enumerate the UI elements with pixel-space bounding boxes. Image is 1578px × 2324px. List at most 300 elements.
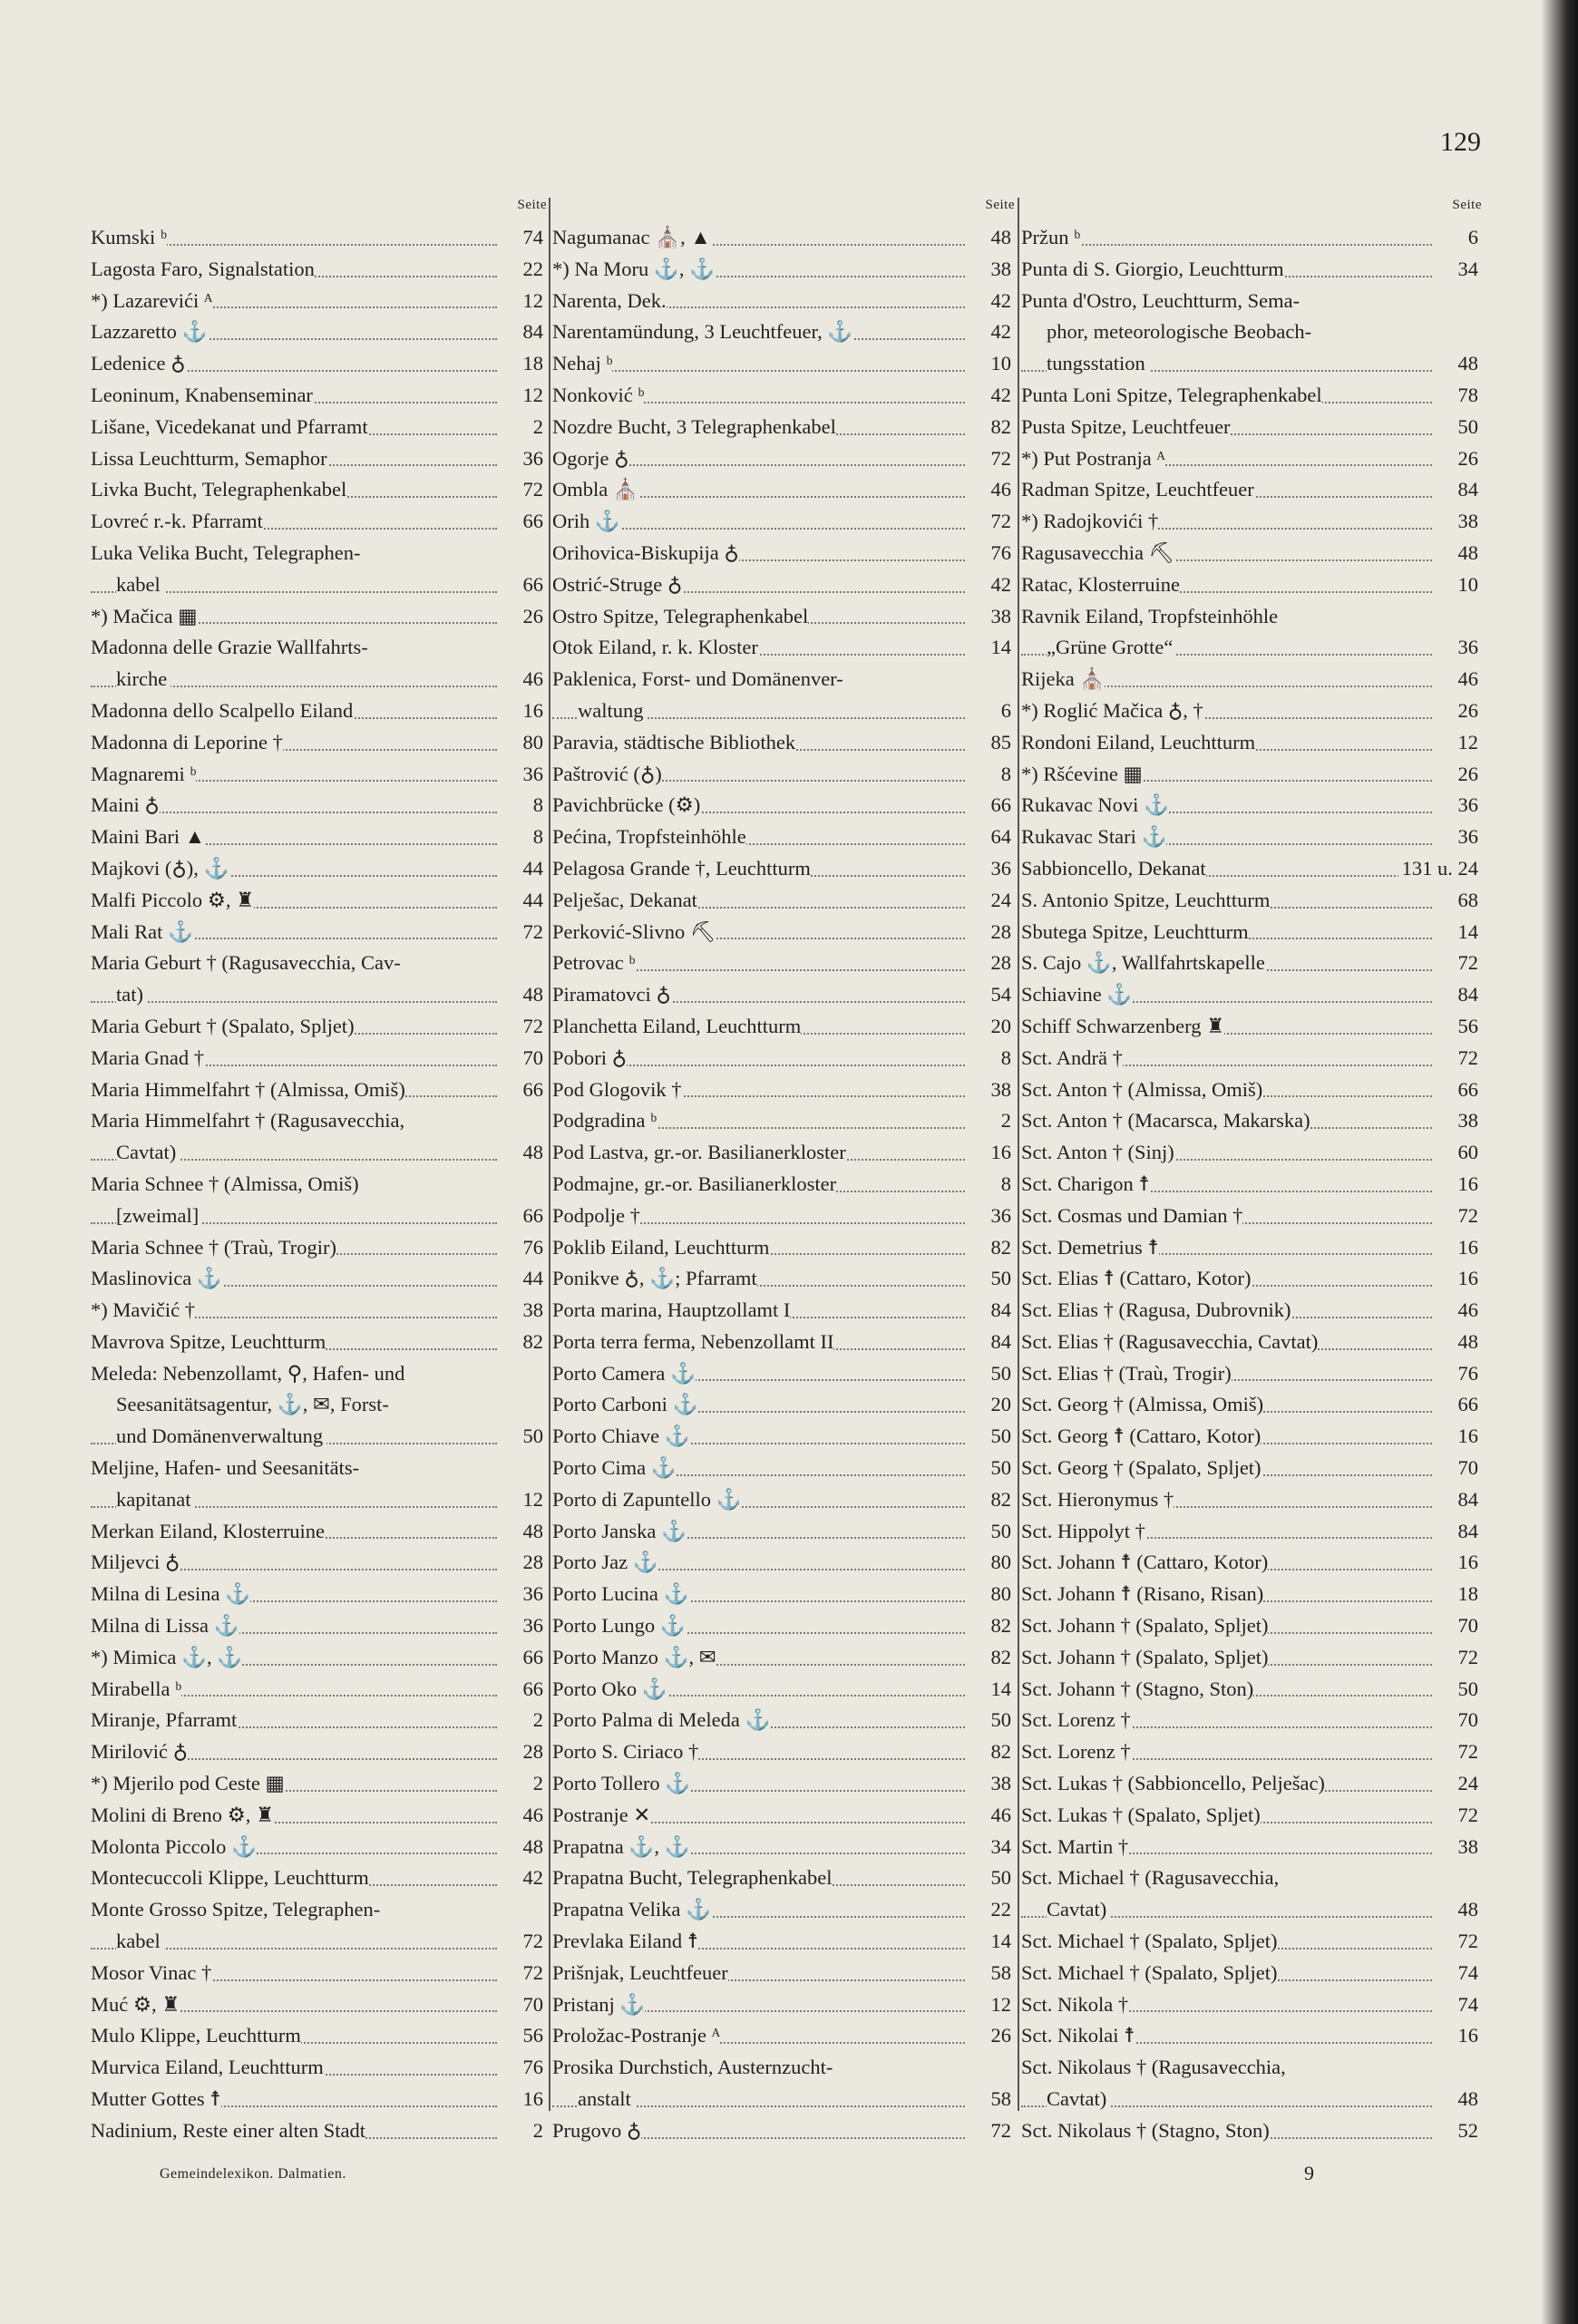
entry-page-ref: 74 [1455,1958,1479,1989]
entry-page-ref: 85 [988,727,1012,759]
entry-title: Sct. Hieronymus † [1021,1487,1174,1511]
entry-page-ref: 70 [1455,1610,1479,1642]
index-entry [552,443,1015,475]
entry-page-ref: 84 [1455,1484,1479,1516]
index-entry [91,1862,547,1894]
index-entry [1021,695,1482,727]
entry-page-ref: 6 [1465,222,1478,254]
entry-page-ref: 70 [1455,1705,1479,1736]
entry-page-ref: 46 [520,664,544,695]
entry-title: Porta marina, Hauptzollamt I [552,1298,791,1322]
entry-page-ref: 48 [1455,2084,1479,2115]
entry-page-ref: 12 [520,286,544,317]
entry-title: Nehaj ᵇ [552,352,613,375]
entry-page-ref: 34 [988,1832,1012,1863]
entry-page-ref: 82 [988,1736,1012,1768]
entry-page-ref: 72 [988,506,1012,538]
index-entry [91,1516,547,1548]
entry-title-continuation: waltung [578,699,648,722]
entry-page-ref: 12 [520,1484,544,1516]
index-entry [1021,1327,1482,1358]
entry-page-ref: 58 [988,1958,1012,1989]
index-entry [552,1736,1015,1768]
index-entry [91,1832,547,1863]
index-entry [91,1011,547,1043]
index-entry [552,853,1015,885]
index-entry [91,1958,547,1989]
entry-title: Otok Eiland, r. k. Kloster [552,636,758,659]
entry-page-ref: 34 [1455,254,1479,286]
entry-title: *) Roglić Mačica ♁, † [1021,698,1203,722]
entry-page-ref: 44 [520,885,544,917]
entry-title: Monte Grosso Spitze, Telegraphen- [91,1894,497,1926]
entry-title: Paravia, städtische Bibliothek [552,730,796,754]
entry-title: Porto Oko ⚓ [552,1677,667,1700]
entry-title: Pećina, Tropfsteinhöhle [552,825,746,849]
entry-title: Punta di S. Giorgio, Leuchtturm [1021,257,1284,280]
entry-title: Pod Lastva, gr.-or. Basilianerkloster [552,1141,846,1164]
entry-title: Piramatovci ♁ [552,983,671,1006]
entry-page-ref: 50 [988,1421,1012,1453]
entry-page-ref: 131 u. 24 [1398,853,1478,885]
entry-page-ref: 50 [988,1263,1012,1295]
entry-title: Ostrić-Struge ♁ [552,572,683,596]
entry-page-ref: 20 [988,1011,1012,1043]
entry-page-ref: 50 [988,1516,1012,1548]
index-entry [1021,664,1482,695]
entry-page-ref: 16 [988,1137,1012,1169]
entry-page-ref: 54 [988,979,1012,1011]
index-entry [91,1579,547,1610]
entry-page-ref: 50 [988,1358,1012,1390]
entry-title: Malfi Piccolo ⚙, ♜ [91,888,255,911]
index-entry [1021,1201,1482,1232]
entry-page-ref: 56 [1455,1011,1479,1043]
entry-page-ref: 26 [1455,443,1479,475]
entry-page-ref: 82 [988,412,1012,443]
entry-title: Porto S. Ciriaco † [552,1740,699,1764]
index-entry [1021,538,1482,569]
index-entry [552,1800,1015,1832]
entry-page-ref: 72 [520,917,544,948]
entry-title: Miljevci ♁ [91,1551,180,1574]
entry-title: S. Antonio Spitze, Leuchtturm [1021,888,1271,911]
entry-page-ref: 66 [1455,1389,1479,1421]
entry-title: Mali Rat ⚓ [91,919,194,943]
entry-page-ref: 28 [988,948,1012,979]
entry-page-ref: 16 [1455,1232,1479,1264]
index-entry [552,1862,1015,1894]
index-entry [552,790,1015,822]
entry-title: Sct. Elias † (Ragusavecchia, Cavtat) [1021,1329,1319,1353]
entry-page-ref: 58 [988,2084,1012,2115]
entry-page-ref: 74 [1455,1989,1479,2021]
index-entry [552,1705,1015,1736]
seite-label: Seite [985,198,1015,212]
entry-title: Sct. Elias † (Traù, Trogir) [1021,1361,1232,1385]
index-entry [91,1043,547,1074]
entry-title: Sct. Lorenz † [1021,1740,1131,1764]
index-column-3 [1021,198,1482,2142]
entry-page-ref: 84 [520,316,544,348]
index-entry [552,1137,1015,1169]
entry-title: Sct. Johann ☨ (Cattaro, Kotor) [1021,1551,1269,1574]
entry-page-ref: 16 [1455,1169,1479,1201]
entry-page-ref: 48 [1455,1894,1479,1926]
entry-title: Kumski ᵇ [91,226,167,248]
entry-title: Nonković ᵇ [552,383,645,406]
entry-title: Lazzaretto ⚓ [91,320,208,344]
index-entry [552,948,1015,979]
index-entry [1021,1768,1482,1800]
entry-page-ref: 38 [988,1768,1012,1800]
index-entry [91,380,547,412]
entry-title: Luka Velika Bucht, Telegraphen- [91,538,497,569]
entry-page-ref: 16 [1455,1263,1479,1295]
entry-page-ref: 48 [520,1137,544,1169]
index-entry [91,538,547,601]
index-entry [91,1358,547,1453]
entry-title: *) Put Postranja ᴬ [1021,446,1165,470]
entry-page-ref: 36 [988,853,1012,885]
index-entry [1021,1642,1482,1674]
entry-page-ref: 16 [1455,2020,1479,2052]
entry-page-ref: 16 [1455,1547,1479,1579]
index-entry [552,316,1015,348]
index-entry [552,632,1015,664]
entry-title: Lissa Leuchtturm, Semaphor [91,446,327,470]
index-entry [552,727,1015,759]
entry-title: Maria Himmelfahrt † (Ragusavecchia, [91,1105,497,1137]
index-entry [91,2020,547,2052]
index-entry [1021,1137,1482,1169]
entry-page-ref: 22 [520,254,544,286]
index-entry [1021,1484,1482,1516]
entry-page-ref: 46 [988,474,1012,506]
dot-leader [1021,244,1432,246]
entry-title: Sct. Anton † (Macarsca, Makarska) [1021,1109,1310,1133]
entry-title: Lagosta Faro, Signalstation [91,257,315,280]
index-entry [552,601,1015,633]
entry-title: Sct. Elias ☨ (Cattaro, Kotor) [1021,1267,1252,1290]
index-entry [552,1074,1015,1106]
entry-title: Punta d'Ostro, Leuchtturm, Sema- [1021,286,1432,317]
index-entry [552,885,1015,917]
entry-title-continuation: tat) [116,983,147,1006]
index-entry [552,538,1015,569]
entry-title: Miranje, Pfarramt [91,1708,238,1732]
entry-title: Sct. Charigon ☨ [1021,1172,1150,1195]
index-column-1 [91,198,547,2142]
entry-title-continuation: kabel [116,1930,164,1952]
entry-page-ref: 36 [520,443,544,475]
entry-page-ref: 72 [1455,1926,1479,1958]
entry-page-ref: 8 [998,1043,1011,1074]
entry-page-ref: 44 [520,853,544,885]
entry-page-ref: 78 [1455,380,1479,412]
entry-page-ref: 76 [1455,1358,1479,1390]
entry-title: Prapatna Velika ⚓ [552,1898,712,1921]
index-entry [91,1232,547,1264]
index-entry [1021,1295,1482,1327]
entry-title: Sct. Michael † (Ragusavecchia, [1021,1862,1432,1894]
seite-label: Seite [1452,198,1482,212]
entry-title: Maria Geburt † (Spalato, Spljet) [91,1014,355,1037]
entry-page-ref: 76 [988,538,1012,569]
index-entry [91,1547,547,1579]
entry-title: Porto Camera ⚓ [552,1361,696,1385]
index-entry [552,1610,1015,1642]
entry-title: Nadinium, Reste einer alten Stadt [91,2118,366,2142]
index-entry [1021,1736,1482,1768]
column-divider [1018,198,1019,2111]
index-entry [1021,1074,1482,1106]
entry-title: Maria Gnad † [91,1045,204,1069]
entry-title: Sct. Georg † (Almissa, Omiš) [1021,1393,1264,1416]
entry-page-ref: 80 [988,1579,1012,1610]
entry-page-ref: 50 [988,1453,1012,1484]
index-entry [1021,727,1482,759]
entry-title: Petrovac ᵇ [552,951,636,975]
index-entry [1021,1674,1482,1706]
entry-title: Mosor Vinac † [91,1960,212,1984]
index-entry [1021,979,1482,1011]
entry-title: Rukavac Novi ⚓ [1021,793,1169,817]
entry-page-ref: 66 [520,1642,544,1674]
entry-page-ref: 72 [1455,948,1479,979]
entry-page-ref: 42 [520,1862,544,1894]
entry-page-ref: 42 [988,286,1012,317]
entry-page-ref: 20 [988,1389,1012,1421]
index-entry [91,1295,547,1327]
entry-title: Narenta, Dek. [552,288,667,312]
index-entry [552,286,1015,317]
index-entry [1021,1989,1482,2021]
entry-title: Mirilović ♁ [91,1740,189,1764]
index-entry [91,1894,547,1958]
entry-title-continuation: kapitanat [116,1488,194,1511]
entry-title-continuation: anstalt [578,2087,635,2110]
entry-title: Orih ⚓ [552,510,620,533]
index-entry [1021,1516,1482,1548]
index-entry [1021,380,1482,412]
entry-page-ref: 36 [1455,632,1479,664]
entry-title-continuation: phor, meteorologische Beobach- [1021,316,1432,348]
index-entry [1021,853,1482,885]
entry-title: Planchetta Eiland, Leuchtturm [552,1014,802,1037]
entry-page-ref: 48 [520,979,544,1011]
entry-title: Sct. Johann † (Stagno, Ston) [1021,1677,1254,1700]
index-entry [1021,822,1482,853]
entry-title: Maria Schnee † (Almissa, Omiš) [91,1169,497,1201]
index-entry [91,2115,547,2147]
entry-title: Sct. Elias † (Ragusa, Dubrovnik) [1021,1298,1291,1322]
entry-title: *) Mačica ▦ [91,604,198,627]
entry-title: Lovreć r.-k. Pfarramt [91,510,263,533]
entry-title: Magnaremi ᵇ [91,762,197,785]
entry-title: Paklenica, Forst- und Domänenver- [552,664,965,695]
index-entry [552,1263,1015,1295]
entry-page-ref: 76 [520,2052,544,2084]
entry-title: Ratac, Klosterruine [1021,572,1180,596]
index-entry [1021,917,1482,948]
index-entry [552,1989,1015,2021]
entry-title: Porto Manzo ⚓, ✉ [552,1645,716,1668]
entry-title-continuation: kabel [116,573,164,596]
entry-page-ref: 84 [988,1295,1012,1327]
index-entry [1021,790,1482,822]
entry-page-ref: 66 [988,790,1012,822]
entry-title: Podgradina ᵇ [552,1109,658,1133]
entry-title: Sct. Johann † (Spalato, Spljet) [1021,1614,1269,1638]
entry-title: Sct. Johann † (Spalato, Spljet) [1021,1645,1269,1668]
entry-title: Prapatna ⚓, ⚓ [552,1834,690,1858]
entry-page-ref: 66 [1455,1074,1479,1106]
index-entry [91,254,547,286]
entry-title: Schiavine ⚓ [1021,983,1133,1006]
index-entry [91,1074,547,1106]
entry-title: S. Cajo ⚓, Wallfahrtskapelle [1021,951,1265,975]
entry-title: Ragusavecchia ⛏ [1021,540,1175,564]
index-entry [552,1453,1015,1484]
entry-title: Sct. Anton † (Almissa, Omiš) [1021,1077,1263,1101]
index-entry [1021,474,1482,506]
entry-page-ref: 10 [1455,569,1479,601]
entry-page-ref: 70 [520,1043,544,1074]
index-entry [552,222,1015,254]
entry-title: Punta Loni Spitze, Telegraphenkabel [1021,383,1322,406]
entry-title: Pobori ♁ [552,1045,628,1069]
index-entry [91,853,547,885]
index-column-2 [552,198,1015,2142]
entry-page-ref: 28 [520,1736,544,1768]
index-entry [1021,1547,1482,1579]
entry-title: Sct. Georg ☨ (Cattaro, Kotor) [1021,1425,1261,1448]
index-entry [1021,1610,1482,1642]
entry-page-ref: 8 [530,822,543,853]
entry-page-ref: 14 [1455,917,1479,948]
entry-title: Orihovica-Biskupija ♁ [552,540,739,564]
entry-page-ref: 2 [530,412,543,443]
index-entry [552,2020,1015,2052]
entry-page-ref: 26 [988,2020,1012,2052]
entry-title: *) Na Moru ⚓, ⚓ [552,257,716,280]
index-entry [552,1958,1015,1989]
entry-title: Proložac-Postranje ᴬ [552,2024,721,2047]
index-entry [1021,443,1482,475]
entry-title: Sct. Nikolaus † (Ragusavecchia, [1021,2052,1432,2084]
entry-page-ref: 16 [520,695,544,727]
entry-title: Mulo Klippe, Leuchtturm [91,2024,301,2047]
index-entry [552,1832,1015,1863]
entry-title: Nagumanac ⛪, ▲ [552,226,711,248]
index-entry [1021,1705,1482,1736]
index-entry [552,1484,1015,1516]
index-entry [1021,569,1482,601]
entry-title: Maria Geburt † (Ragusavecchia, Cav- [91,948,497,979]
index-entry [91,316,547,348]
entry-title: Meljine, Hafen- und Seesanitäts- [91,1453,497,1484]
entry-title: Milna di Lesina ⚓ [91,1582,251,1606]
entry-page-ref: 82 [988,1232,1012,1264]
entry-title: Ponikve ♁, ⚓; Pfarramt [552,1267,757,1290]
index-entry [552,979,1015,1011]
index-entry [1021,2052,1482,2115]
entry-page-ref: 10 [988,348,1012,380]
entry-title: Postranje ✕ [552,1803,651,1826]
entry-page-ref: 84 [1455,1516,1479,1548]
index-entry [552,348,1015,380]
entry-title: Porto Lungo ⚓ [552,1614,686,1638]
entry-page-ref: 24 [1455,1768,1479,1800]
entry-page-ref: 52 [1455,2115,1479,2147]
entry-page-ref: 56 [520,2020,544,2052]
index-entry [1021,1358,1482,1390]
index-entry [552,569,1015,601]
entry-page-ref: 82 [988,1610,1012,1642]
entry-title: *) Mimica ⚓, ⚓ [91,1645,243,1668]
entry-page-ref: 72 [520,1011,544,1043]
entry-title: Porto Palma di Meleda ⚓ [552,1708,771,1732]
entry-page-ref: 72 [1455,1642,1479,1674]
entry-title-continuation: „Grüne Grotte“ [1047,636,1176,658]
entry-page-ref: 66 [520,1674,544,1706]
index-entry [91,2084,547,2115]
entry-title: Sbutega Spitze, Leuchtturm [1021,919,1249,943]
entry-page-ref: 48 [1455,1327,1479,1358]
index-entry [1021,1421,1482,1453]
entry-page-ref: 48 [1455,348,1479,380]
index-entry [91,948,547,1011]
entry-page-ref: 8 [998,759,1011,791]
entry-title-continuation: Cavtat) [1047,2087,1110,2110]
entry-page-ref: 72 [988,2115,1012,2147]
entry-title: Narentamündung, 3 Leuchtfeuer, ⚓ [552,320,853,344]
entry-page-ref: 14 [988,632,1012,664]
entry-title: Ledenice ♁ [91,352,186,375]
entry-title: Porto Janska ⚓ [552,1519,687,1542]
entry-title-continuation: kirche [116,667,170,690]
entry-title: Sct. Nikolai ☨ [1021,2024,1135,2047]
entry-title: Pelješac, Dekanat [552,888,697,911]
footer-source: Gemeindelexikon. Dalmatien. [160,2166,346,2182]
entry-page-ref: 38 [1455,1832,1479,1863]
entry-title: Rijeka ⛪ [1021,667,1106,691]
index-entry [91,759,547,791]
index-entry [91,695,547,727]
entry-page-ref: 72 [520,474,544,506]
entry-page-ref: 48 [1455,538,1479,569]
index-entry [1021,2115,1482,2147]
entry-page-ref: 12 [1455,727,1479,759]
entry-title: Milna di Lissa ⚓ [91,1614,239,1638]
entry-page-ref: 2 [530,1705,543,1736]
entry-page-ref: 82 [988,1642,1012,1674]
index-entry [91,1105,547,1169]
entry-page-ref: 70 [1455,1453,1479,1484]
entry-page-ref: 50 [520,1421,544,1453]
entry-page-ref: 36 [520,1579,544,1610]
entry-page-ref: 66 [520,569,544,601]
entry-page-ref: 82 [520,1327,544,1358]
entry-title: Muć ⚙, ♜ [91,1992,180,2016]
entry-page-ref: 16 [520,2084,544,2115]
index-entry [1021,1011,1482,1043]
index-entry [552,664,1015,727]
entry-title: Sct. Nikola † [1021,1992,1129,2016]
entry-title: Paštrović (♁) [552,762,662,785]
index-entry [552,1232,1015,1264]
